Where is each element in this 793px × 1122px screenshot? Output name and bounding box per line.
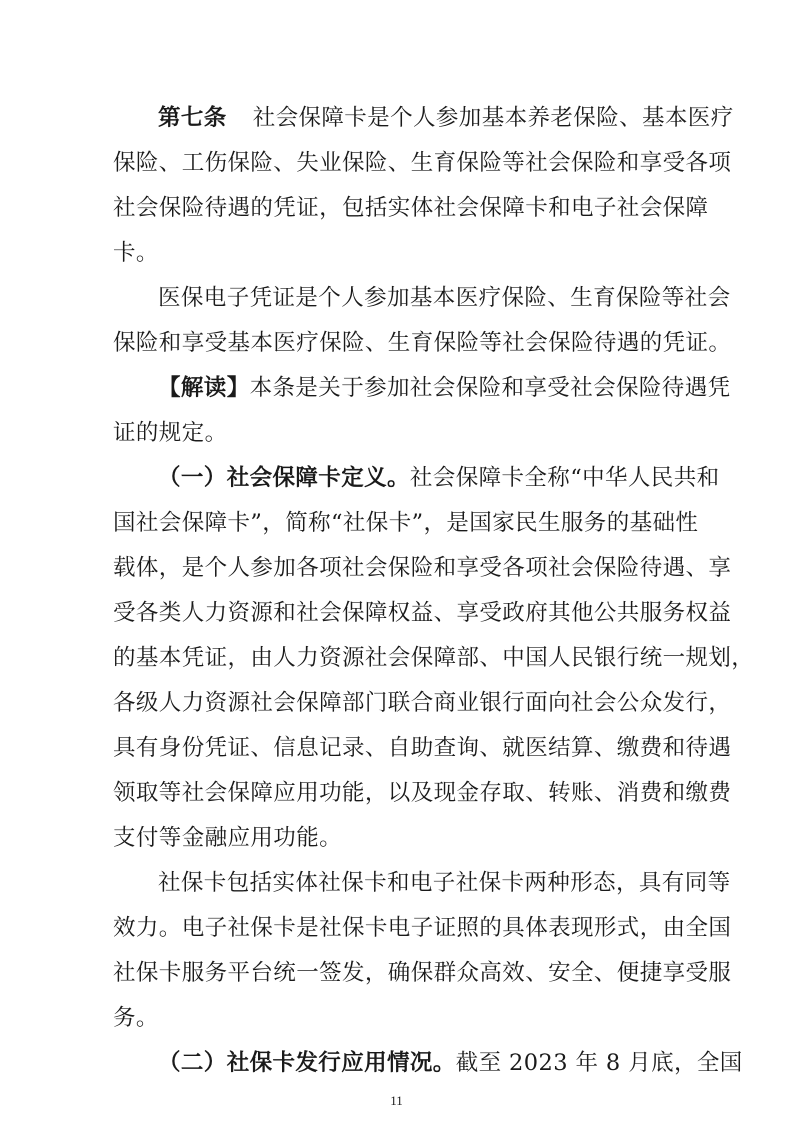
section-1-line-1: [158, 463, 720, 493]
page-number: 11: [390, 1093, 403, 1108]
section-1-line-4: 受各类人力资源和社会保障权益、享受政府其他公共服务权益: [113, 600, 732, 626]
interpretation-line-2: 证的规定。: [113, 420, 228, 446]
forms-line-4: 务。: [113, 1005, 159, 1031]
article-7-text: 社会保障卡是个人参加基本养老保险、基本医疗: [252, 105, 734, 131]
medical-voucher-line-2: 保险和享受基本医疗保险、生育保险等社会保险待遇的凭证。: [113, 330, 732, 356]
section-1-line-7: 具有身份凭证、信息记录、自助查询、就医结算、缴费和待遇: [113, 735, 732, 761]
section-2-heading: （二）社保卡发行应用情况。: [158, 1050, 456, 1076]
section-1-line-3: 载体，是个人参加各项社会保险和享受各项社会保险待遇、享: [113, 555, 732, 581]
section-1-heading: （一）社会保障卡定义。: [158, 465, 410, 491]
article-7-heading: 第七条: [158, 105, 227, 131]
interpretation-line-1: [158, 373, 731, 403]
article-7-line-4: 卡。: [113, 240, 159, 266]
article-7-line-1: [158, 103, 734, 133]
section-1-line-8: 领取等社会保障应用功能，以及现金存取、转账、消费和缴费: [113, 780, 732, 806]
forms-line-3: 社保卡服务平台统一签发，确保群众高效、安全、便捷享受服: [113, 960, 732, 986]
medical-voucher-line-1: 医保电子凭证是个人参加基本医疗保险、生育保险等社会: [158, 285, 731, 311]
article-7-line-3: 社会保险待遇的凭证，包括实体社会保障卡和电子社会保障: [113, 195, 709, 221]
forms-line-2: 效力。电子社保卡是社保卡电子证照的具体表现形式，由全国: [113, 915, 732, 941]
section-2-line-1: [158, 1048, 743, 1078]
section-1-text: 社会保障卡全称“中华人民共和: [409, 465, 720, 491]
section-1-line-2: 国社会保障卡”，简称“社保卡”，是国家民生服务的基础性: [113, 510, 699, 536]
forms-line-1: 社保卡包括实体社保卡和电子社保卡两种形态，具有同等: [158, 870, 731, 896]
article-7-line-2: 保险、工伤保险、失业保险、生育保险等社会保险和享受各项: [113, 150, 732, 176]
section-2-text: 截至 2023 年 8 月底，全国: [455, 1050, 743, 1076]
section-1-line-9: 支付等金融应用功能。: [113, 825, 343, 851]
section-1-line-6: 各级人力资源社会保障部门联合商业银行面向社会公众发行，: [113, 690, 732, 716]
interpretation-text: 本条是关于参加社会保险和享受社会保险待遇凭: [249, 375, 731, 401]
interpretation-label: 【解读】: [158, 375, 250, 401]
section-1-line-5: 的基本凭证，由人力资源社会保障部、中国人民银行统一规划，: [113, 645, 755, 671]
